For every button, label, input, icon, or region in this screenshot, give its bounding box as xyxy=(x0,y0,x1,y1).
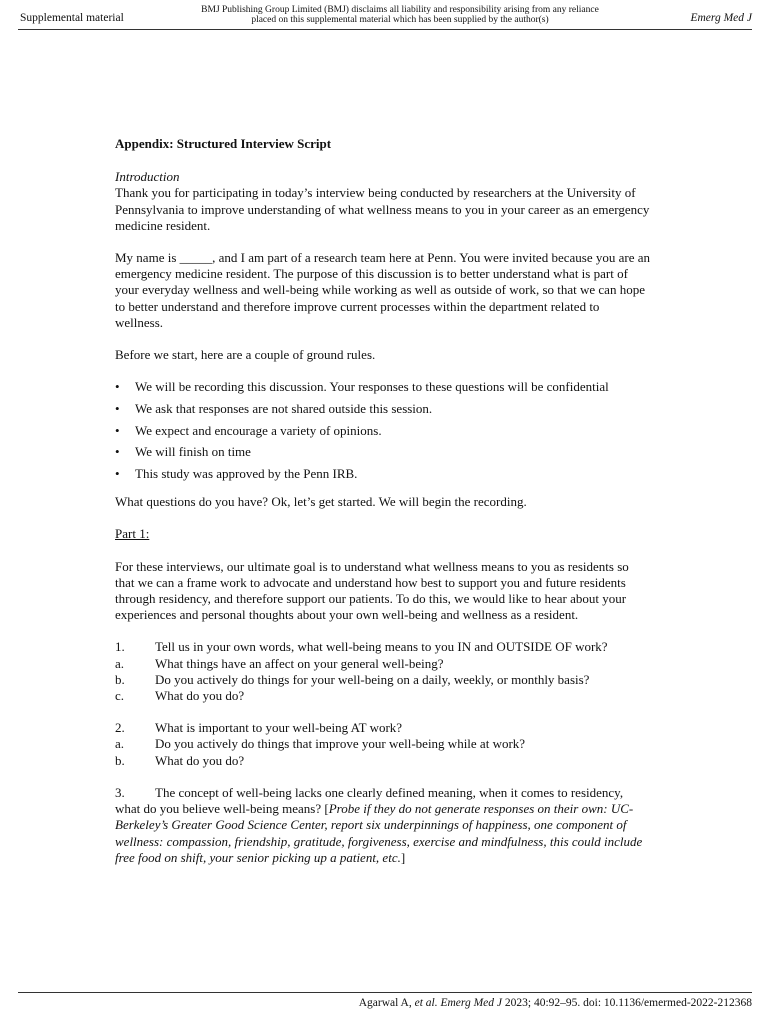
ground-rules-list xyxy=(115,379,650,482)
question-number: a. xyxy=(115,736,125,752)
probe-instruction: Probe if they do not generate responses on their own: UC-Berkeley’s Greater Good Science Center, report six underpinnings of happiness, one component of wellness: compassion, friendship, gratitude, forgiveness, exercise and mindfulness, this could include free food on shift, your senior picking up a patient, etc. xyxy=(115,801,643,865)
list-item xyxy=(115,379,650,395)
question-number: 2. xyxy=(115,720,125,736)
question-text: What things have an affect on your general well-being? xyxy=(155,655,444,671)
footer-doi: 2023; 40:92–95. doi: 10.1136/emermed-2022-212368 xyxy=(502,997,752,1009)
question-text: What is important to your well-being AT work? xyxy=(155,720,403,736)
question-1-group xyxy=(115,639,650,704)
question-text: What do you do? xyxy=(155,688,245,704)
question-line xyxy=(115,720,650,736)
introduction-text: Thank you for participating in today’s interview being conducted by researchers at the University of Pennsylvania to improve understanding of what wellness means to you in your career as an emergency medicine resident. xyxy=(115,185,650,233)
rule-text: We will be recording this discussion. Your responses to these questions will be confidential xyxy=(135,379,609,395)
list-item xyxy=(115,401,650,417)
list-item xyxy=(115,444,650,460)
question-line xyxy=(115,736,650,752)
footer-journal: et al. Emerg Med J xyxy=(414,997,502,1009)
question-number: 1. xyxy=(115,639,125,655)
question-number: a. xyxy=(115,655,125,671)
question-number: b. xyxy=(115,752,125,768)
bracket-close: ] xyxy=(400,849,406,865)
question-number: c. xyxy=(115,688,125,704)
appendix-heading: Appendix: Structured Interview Script xyxy=(115,136,332,151)
rule-text: We will finish on time xyxy=(135,444,251,460)
question-number: b. xyxy=(115,671,125,687)
questions-prompt: What questions do you have? Ok, let’s get started. We will begin the recording. xyxy=(115,494,527,510)
list-item xyxy=(115,466,650,482)
rule-text: This study was approved by the Penn IRB. xyxy=(135,466,358,482)
footer-divider xyxy=(18,992,752,993)
question-line xyxy=(115,656,650,672)
question-text: Do you actively do things for your well-being on a daily, weekly, or monthly basis? xyxy=(155,671,590,687)
question-line xyxy=(115,688,650,704)
header-disclaimer-line1: BMJ Publishing Group Limited (BMJ) disclaims all liability and responsibility arising from any reliance xyxy=(201,5,599,15)
question-number: 3. xyxy=(115,784,125,800)
header-divider xyxy=(18,29,752,30)
question-text: The concept of well-being lacks one clearly defined meaning, when it comes to residency, what do you believe well-being means? [ xyxy=(115,784,624,817)
rule-text: We expect and encourage a variety of opinions. xyxy=(135,422,382,438)
question-line xyxy=(115,753,650,769)
footer-authors: Agarwal A, xyxy=(358,997,415,1009)
introduction-label: Introduction xyxy=(115,169,180,185)
rule-text: We ask that responses are not shared outside this session. xyxy=(135,400,433,416)
question-2-group xyxy=(115,720,650,769)
question-line xyxy=(115,672,650,688)
bullet-icon: • xyxy=(115,400,120,416)
part-1-intro: For these interviews, our ultimate goal is to understand what wellness means to you as residents so that we can a frame work to advocate and understand how best to support you and future residents through residency, and therefore support our patients. To do this, we would like to hear about your experiences and personal thoughts about your own well-being and wellness as a resident. xyxy=(115,558,629,623)
document-body xyxy=(115,136,650,866)
part-1-label: Part 1: xyxy=(115,526,150,542)
header-disclaimer-line2: placed on this supplemental material which has been supplied by the author(s) xyxy=(251,15,549,25)
ground-rules-intro: Before we start, here are a couple of ground rules. xyxy=(115,347,376,363)
header-disclaimer xyxy=(180,5,620,25)
bullet-icon: • xyxy=(115,466,120,482)
footer-citation xyxy=(359,997,752,1009)
name-paragraph: My name is _____, and I am part of a research team here at Penn. You were invited because you are an emergency medicine resident. The purpose of this discussion is to better understand what is part of your everyday wellness and well-being while working as well as outside of work, so that we can hope to better understand and therefore improve current processes within the department related to wellness. xyxy=(115,250,650,330)
question-text: Do you actively do things that improve your well-being while at work? xyxy=(155,736,526,752)
bullet-icon: • xyxy=(115,444,120,460)
question-text: Tell us in your own words, what well-being means to you IN and OUTSIDE OF work? xyxy=(155,639,608,655)
question-3-paragraph xyxy=(115,785,650,866)
list-item xyxy=(115,423,650,439)
header-journal-name: Emerg Med J xyxy=(690,12,752,24)
question-line xyxy=(115,639,650,655)
bullet-icon: • xyxy=(115,422,120,438)
question-text: What do you do? xyxy=(155,752,245,768)
bullet-icon: • xyxy=(115,379,120,395)
header-supplemental-label: Supplemental material xyxy=(20,12,124,24)
